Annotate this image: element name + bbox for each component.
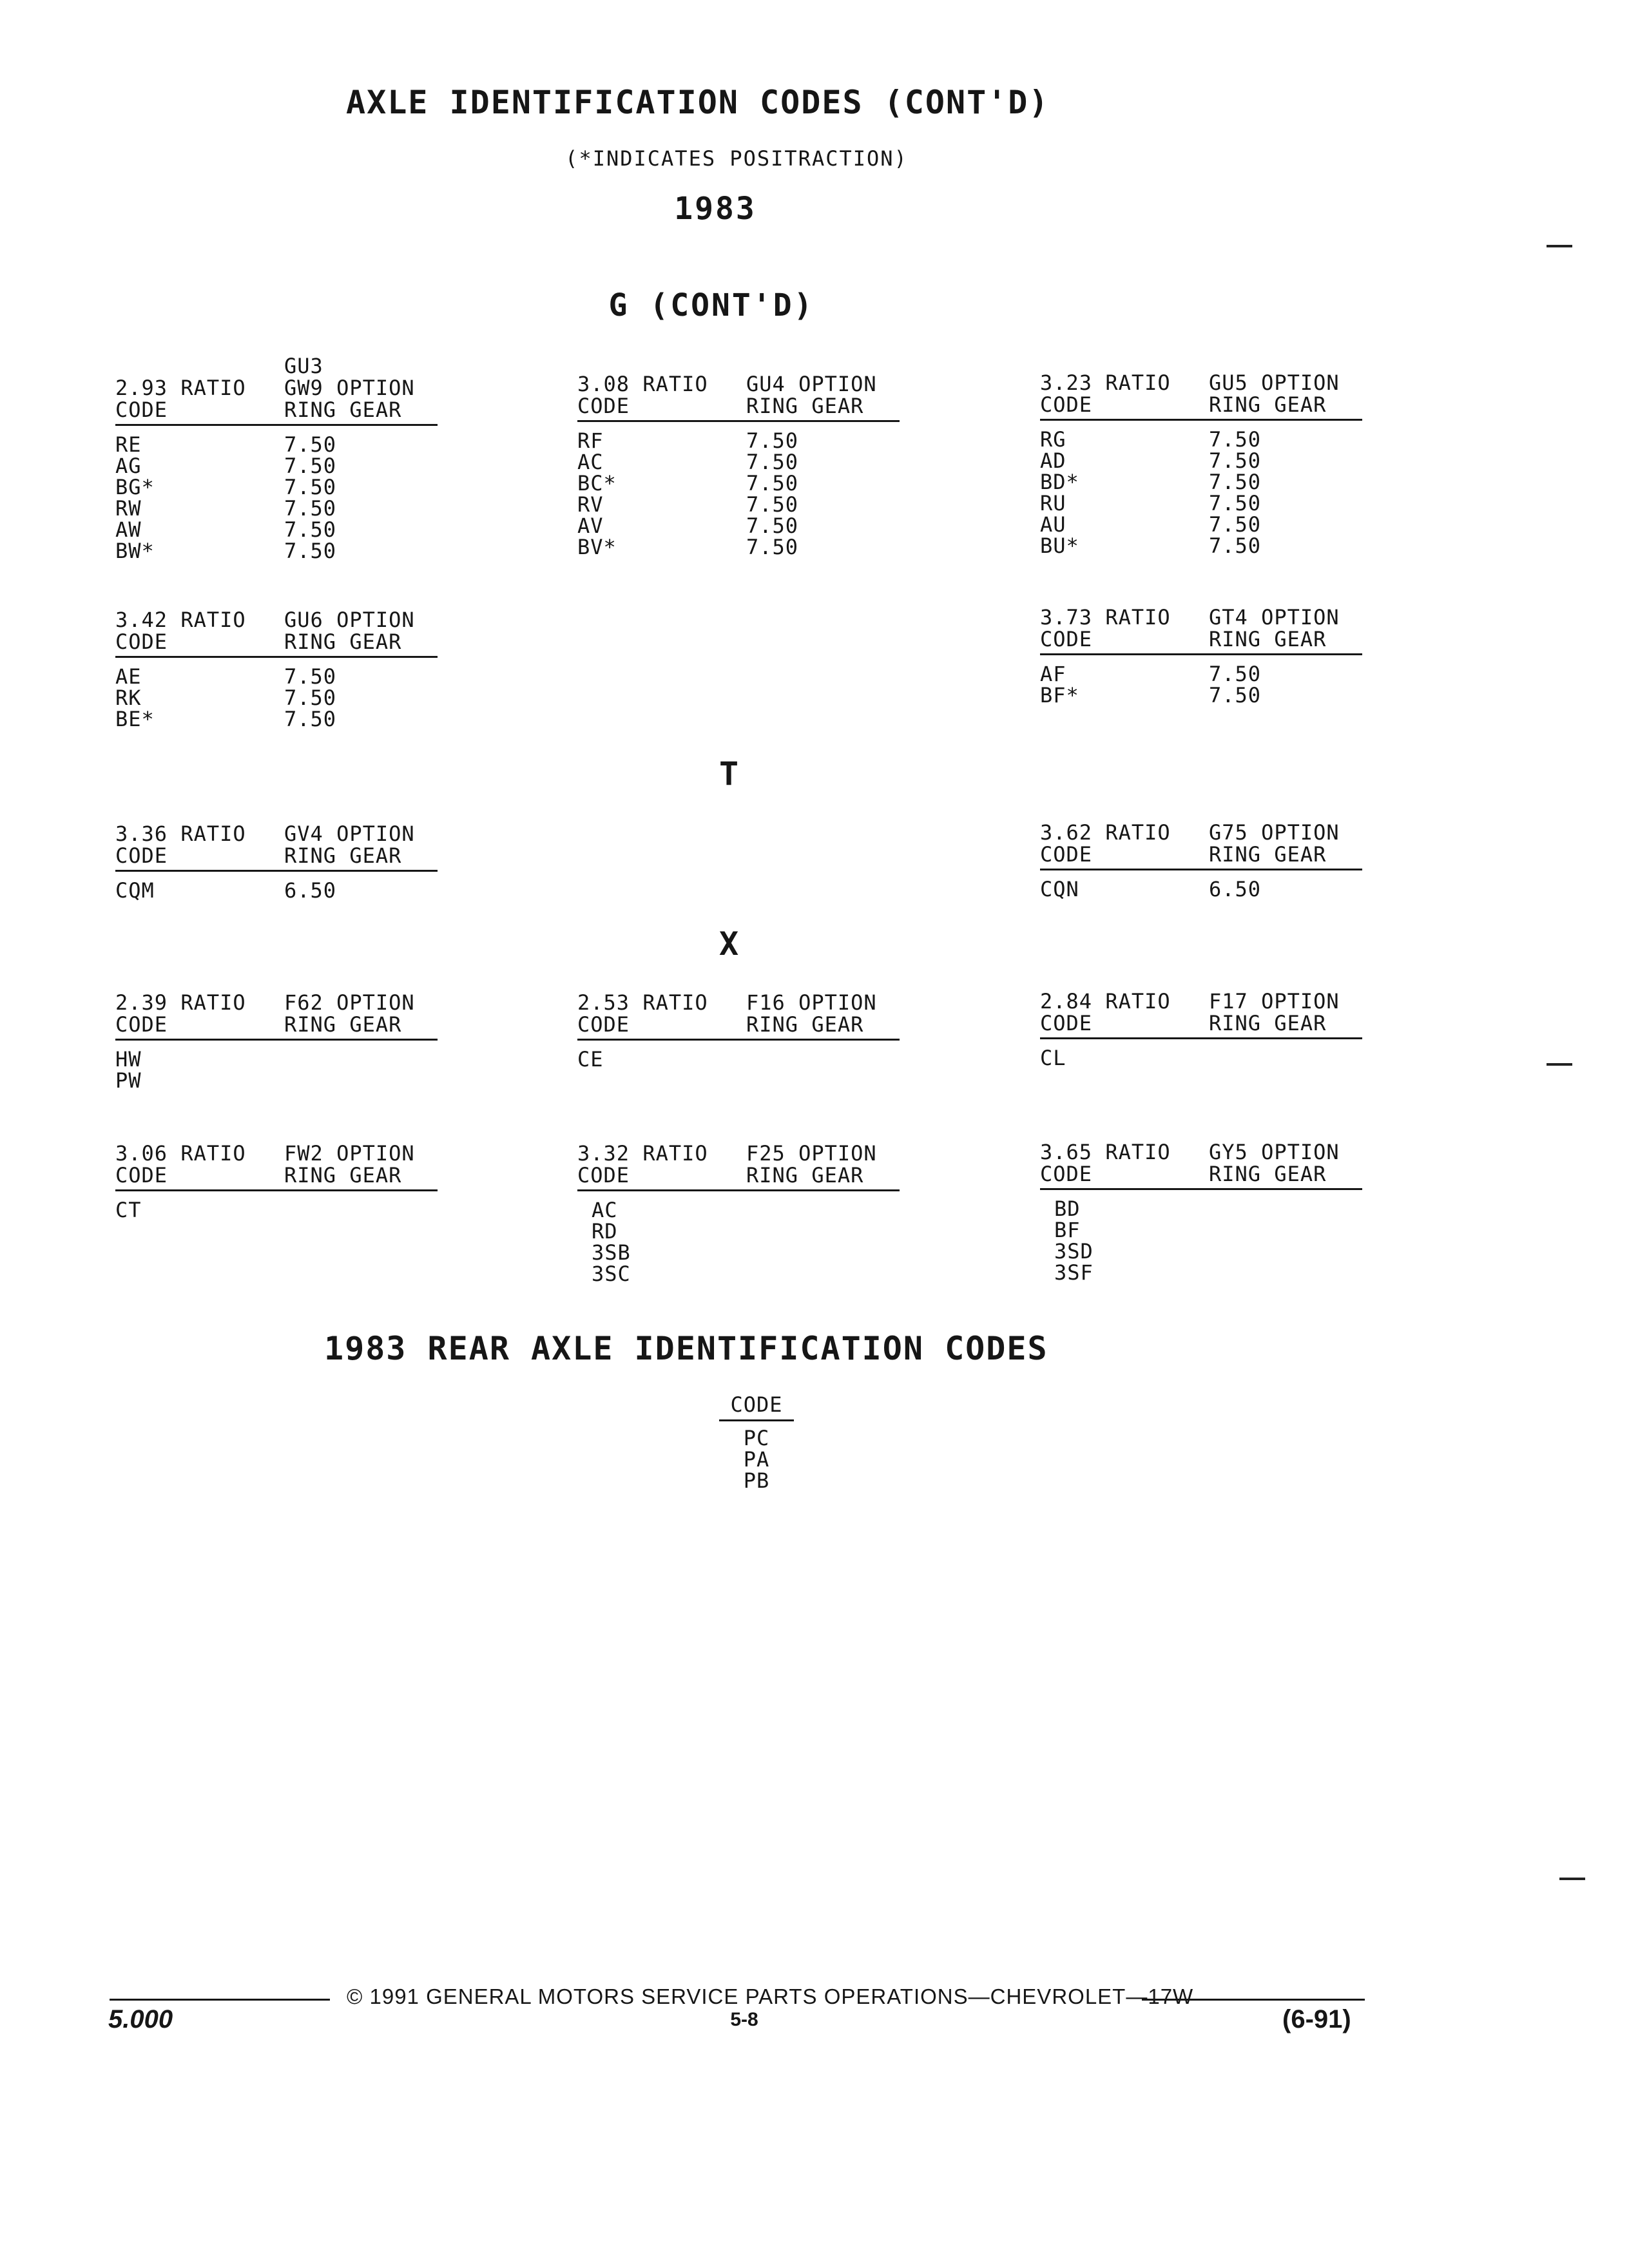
axle-code: RE: [115, 432, 142, 457]
ratio-label: 3.42 RATIO: [115, 608, 246, 632]
axle-block-x6: [1040, 1140, 1362, 1285]
table-row: [577, 1242, 900, 1264]
ratio-label: 3.65 RATIO: [1040, 1140, 1171, 1164]
table-row: [577, 494, 900, 515]
rear-axle-title: 1983 REAR AXLE IDENTIFICATION CODES: [324, 1330, 1048, 1367]
axle-block-x1: [115, 990, 438, 1093]
table-row: [115, 1200, 438, 1221]
table-row: [115, 541, 438, 562]
code-rows: [115, 880, 438, 901]
table-row: [115, 519, 438, 541]
ring-gear-size: 7.50: [1209, 683, 1262, 707]
option-label: F17 OPTION: [1209, 989, 1340, 1014]
axle-code: BG*: [115, 475, 155, 499]
ring-gear-size: 7.50: [284, 432, 337, 457]
block-header: [1040, 607, 1362, 651]
page-title: AXLE IDENTIFICATION CODES (CONT'D): [346, 84, 1050, 121]
ring-gear-size: 7.50: [1209, 662, 1262, 686]
axle-code: RF: [577, 428, 604, 453]
ring-gear-size: 7.50: [1209, 427, 1262, 452]
margin-mark: [1559, 1878, 1585, 1880]
axle-block-g1: [115, 354, 438, 563]
header-rule: [115, 1039, 438, 1041]
section-x-heading: X: [718, 925, 739, 963]
axle-block-g2: [577, 372, 900, 559]
ring-gear-size: 7.50: [284, 475, 337, 499]
axle-code: HW: [115, 1047, 142, 1072]
ratio-label: 3.36 RATIO: [115, 822, 246, 846]
table-row: [115, 709, 438, 730]
block-header: [115, 1143, 438, 1187]
table-row: [1040, 535, 1362, 557]
table-row: [1040, 472, 1362, 493]
header-rule: [115, 424, 438, 426]
axle-code: AU: [1040, 512, 1066, 537]
positraction-note: (*INDICATES POSITRACTION): [565, 146, 908, 171]
option-label: FW2 OPTION: [284, 1141, 415, 1166]
axle-code: AW: [115, 517, 142, 542]
code-column-header: CODE: [1040, 842, 1093, 867]
axle-code: BW*: [115, 539, 155, 563]
header-rule: [577, 1039, 900, 1041]
block-header: [1040, 1142, 1362, 1186]
ratio-label: 2.93 RATIO: [115, 376, 246, 400]
header-rule: [115, 870, 438, 872]
ratio-label: 3.06 RATIO: [115, 1141, 246, 1166]
axle-code: PW: [115, 1068, 142, 1093]
table-row: [577, 452, 900, 473]
code-rows: [1040, 1198, 1362, 1283]
block-header: [115, 992, 438, 1036]
rear-axle-table: [719, 1394, 794, 1492]
header-rule: [1040, 1037, 1362, 1039]
ratio-label: 3.62 RATIO: [1040, 820, 1171, 845]
ring-gear-column-header: RING GEAR: [284, 629, 402, 654]
axle-code: RW: [115, 496, 142, 521]
axle-code: 3SB: [592, 1240, 631, 1265]
axle-code: RD: [592, 1219, 618, 1244]
rear-axle-code: PB: [743, 1468, 770, 1493]
block-header: [115, 354, 438, 422]
axle-code: BF: [1054, 1218, 1081, 1242]
header-rule: [115, 1189, 438, 1191]
axle-code: CT: [115, 1198, 142, 1222]
axle-code: CQN: [1040, 877, 1079, 901]
block-header: [1040, 991, 1362, 1035]
table-row: [115, 687, 438, 709]
code-rows: [115, 666, 438, 730]
code-column-header: CODE: [115, 843, 168, 868]
table-row: [115, 498, 438, 519]
ring-gear-column-header: RING GEAR: [284, 1163, 402, 1187]
option-label: GU5 OPTION: [1209, 370, 1340, 395]
header-rule: [577, 1189, 900, 1191]
ring-gear-size: 7.50: [1209, 470, 1262, 494]
axle-code: AE: [115, 664, 142, 689]
code-rows: [1040, 1048, 1362, 1069]
option-label: F62 OPTION: [284, 990, 415, 1015]
axle-code: 3SC: [592, 1262, 631, 1286]
ring-gear-column-header: RING GEAR: [1209, 842, 1327, 867]
axle-block-x3: [1040, 989, 1362, 1070]
ratio-label: 2.84 RATIO: [1040, 989, 1171, 1014]
footer-rule-right: [1142, 1999, 1365, 2001]
axle-block-x2: [577, 990, 900, 1072]
axle-code: AG: [115, 454, 142, 478]
margin-mark: [1547, 245, 1572, 247]
block-header: [577, 1143, 900, 1187]
axle-code: RK: [115, 686, 142, 710]
ring-gear-size: 7.50: [1209, 512, 1262, 537]
axle-code: RG: [1040, 427, 1066, 452]
footer-copyright: © 1991 GENERAL MOTORS SERVICE PARTS OPERATIONS—CHEVROLET—17W: [347, 1984, 1194, 2008]
table-row: [115, 666, 438, 687]
table-row: [1040, 1262, 1362, 1283]
ratio-label: 2.53 RATIO: [577, 990, 708, 1015]
ring-gear-size: 7.50: [284, 517, 337, 542]
section-g-heading: G (CONT'D): [608, 287, 815, 323]
axle-block-t2: [1040, 820, 1362, 901]
table-row: [577, 537, 900, 558]
ring-gear-size: 7.50: [1209, 491, 1262, 515]
code-column-header: CODE: [577, 394, 630, 418]
ring-gear-column-header: RING GEAR: [1209, 392, 1327, 417]
table-row: [1040, 514, 1362, 535]
ring-gear-column-header: RING GEAR: [746, 1012, 864, 1037]
table-row: [577, 473, 900, 494]
table-row: [1040, 493, 1362, 514]
ring-gear-column-header: RING GEAR: [284, 398, 402, 422]
option-label: GV4 OPTION: [284, 822, 415, 846]
section-t-heading: T: [718, 755, 739, 793]
table-row: [577, 1049, 900, 1070]
axle-code: BU*: [1040, 533, 1079, 558]
table-row: [1040, 1220, 1362, 1241]
axle-block-x5: [577, 1141, 900, 1286]
ring-gear-size: 7.50: [284, 454, 337, 478]
code-rows: [115, 434, 438, 562]
table-row: [577, 1264, 900, 1285]
axle-code: AC: [592, 1198, 618, 1222]
block-header: [577, 992, 900, 1036]
header-rule: [577, 420, 900, 422]
block-header: [115, 823, 438, 867]
rear-axle-code: PC: [743, 1426, 770, 1450]
code-rows: [1040, 664, 1362, 706]
axle-code: BF*: [1040, 683, 1079, 707]
table-row: [1040, 1198, 1362, 1220]
option-label: F25 OPTION: [746, 1141, 877, 1166]
code-column-header: CODE: [115, 1163, 168, 1187]
axle-code: BC*: [577, 471, 617, 495]
axle-code: CL: [1040, 1046, 1066, 1070]
axle-code: RU: [1040, 491, 1066, 515]
option-label: G75 OPTION: [1209, 820, 1340, 845]
ring-gear-size: 7.50: [284, 664, 337, 689]
option-label: F16 OPTION: [746, 990, 877, 1015]
header-rule: [115, 656, 438, 658]
axle-block-t1: [115, 822, 438, 903]
ring-gear-size: 7.50: [746, 535, 799, 559]
code-rows: [577, 430, 900, 558]
ring-gear-column-header: RING GEAR: [1209, 1011, 1327, 1035]
axle-code: CQM: [115, 878, 155, 903]
ring-gear-size: 7.50: [284, 686, 337, 710]
ratio-label: 2.39 RATIO: [115, 990, 246, 1015]
axle-block-g4: [115, 608, 438, 731]
table-row: [115, 434, 438, 456]
table-row: [577, 515, 900, 537]
table-row: [115, 477, 438, 498]
table-row: [1040, 1048, 1362, 1069]
header-rule: [1040, 419, 1362, 421]
axle-code: BD*: [1040, 470, 1079, 494]
year-heading: 1983: [674, 191, 757, 227]
rear-code-rule: [719, 1419, 794, 1421]
footer-section-number: 5.000: [108, 2005, 173, 2033]
header-rule: [1040, 1188, 1362, 1190]
footer-date: (6-91): [1282, 2005, 1351, 2033]
axle-code: AC: [577, 450, 604, 474]
ring-gear-size: 7.50: [746, 450, 799, 474]
table-row: [1040, 685, 1362, 706]
code-rows: [577, 1200, 900, 1285]
code-column-header: CODE: [115, 1012, 168, 1037]
code-rows: [115, 1200, 438, 1221]
axle-code: BV*: [577, 535, 617, 559]
ratio-label: 3.73 RATIO: [1040, 605, 1171, 629]
ring-gear-size: 7.50: [746, 514, 799, 538]
code-rows: [577, 1049, 900, 1070]
ring-gear-column-header: RING GEAR: [284, 843, 402, 868]
table-row: [115, 880, 438, 901]
rear-axle-code: PA: [743, 1447, 770, 1472]
ring-gear-column-header: RING GEAR: [746, 394, 864, 418]
code-rows: [115, 1049, 438, 1091]
ring-gear-size: 7.50: [284, 496, 337, 521]
option-label: GY5 OPTION: [1209, 1140, 1340, 1164]
axle-code: 3SF: [1054, 1260, 1094, 1285]
ring-gear-size: 7.50: [746, 492, 799, 517]
block-header: [1040, 822, 1362, 866]
axle-code: 3SD: [1054, 1239, 1094, 1264]
code-column-header: CODE: [115, 629, 168, 654]
axle-block-x4: [115, 1141, 438, 1222]
code-column-header: CODE: [1040, 627, 1093, 651]
code-column-header: CODE: [1040, 1011, 1093, 1035]
code-column-header: CODE: [577, 1163, 630, 1187]
ratio-label: 3.08 RATIO: [577, 372, 708, 396]
table-row: [115, 1070, 438, 1091]
block-header: [577, 374, 900, 418]
table-row: [1040, 664, 1362, 685]
ring-gear-size: 6.50: [284, 878, 337, 903]
axle-code: RV: [577, 492, 604, 517]
axle-block-g3: [1040, 370, 1362, 558]
ring-gear-size: 7.50: [284, 539, 337, 563]
block-header: [115, 610, 438, 653]
header-rule: [1040, 653, 1362, 655]
rear-code-label: CODE: [730, 1392, 783, 1417]
axle-code: CE: [577, 1047, 604, 1072]
table-row: [1040, 429, 1362, 450]
ring-gear-column-header: RING GEAR: [746, 1163, 864, 1187]
ring-gear-size: 6.50: [1209, 877, 1262, 901]
axle-code: BE*: [115, 707, 155, 731]
header-rule: [1040, 869, 1362, 870]
table-row: [1040, 1241, 1362, 1262]
code-column-header: CODE: [577, 1012, 630, 1037]
ring-gear-size: 7.50: [746, 471, 799, 495]
option-label: GT4 OPTION: [1209, 605, 1340, 629]
option-label: GU6 OPTION: [284, 608, 415, 632]
table-row: [1040, 450, 1362, 472]
code-column-header: CODE: [1040, 1162, 1093, 1186]
table-row: [577, 1221, 900, 1242]
ring-gear-column-header: RING GEAR: [1209, 627, 1327, 651]
code-rows: [1040, 429, 1362, 557]
block-header: [1040, 372, 1362, 416]
ring-gear-size: 7.50: [1209, 533, 1262, 558]
table-row: [1040, 879, 1362, 900]
table-row: [577, 430, 900, 452]
ring-gear-size: 7.50: [284, 707, 337, 731]
ring-gear-column-header: RING GEAR: [1209, 1162, 1327, 1186]
axle-code: AD: [1040, 448, 1066, 473]
table-row: [577, 1200, 900, 1221]
axle-block-g5: [1040, 605, 1362, 707]
footer-rule-left: [110, 1999, 330, 2001]
code-column-header: CODE: [1040, 392, 1093, 417]
option-label: GW9 OPTION: [284, 376, 415, 400]
axle-code: BD: [1054, 1196, 1081, 1221]
code-column-header: CODE: [115, 398, 168, 422]
ratio-label: 3.32 RATIO: [577, 1141, 708, 1166]
option-label: GU4 OPTION: [746, 372, 877, 396]
table-row: [115, 456, 438, 477]
axle-code: AV: [577, 514, 604, 538]
margin-mark: [1547, 1063, 1572, 1066]
ratio-label: 3.23 RATIO: [1040, 370, 1171, 395]
ring-gear-size: 7.50: [1209, 448, 1262, 473]
rear-code-list: [719, 1428, 794, 1492]
footer-page-number: 5-8: [730, 2009, 758, 2030]
axle-code: AF: [1040, 662, 1066, 686]
ring-gear-column-header: RING GEAR: [284, 1012, 402, 1037]
option-prefix: GU3: [284, 354, 323, 378]
ring-gear-size: 7.50: [746, 428, 799, 453]
code-rows: [1040, 879, 1362, 900]
table-row: [115, 1049, 438, 1070]
